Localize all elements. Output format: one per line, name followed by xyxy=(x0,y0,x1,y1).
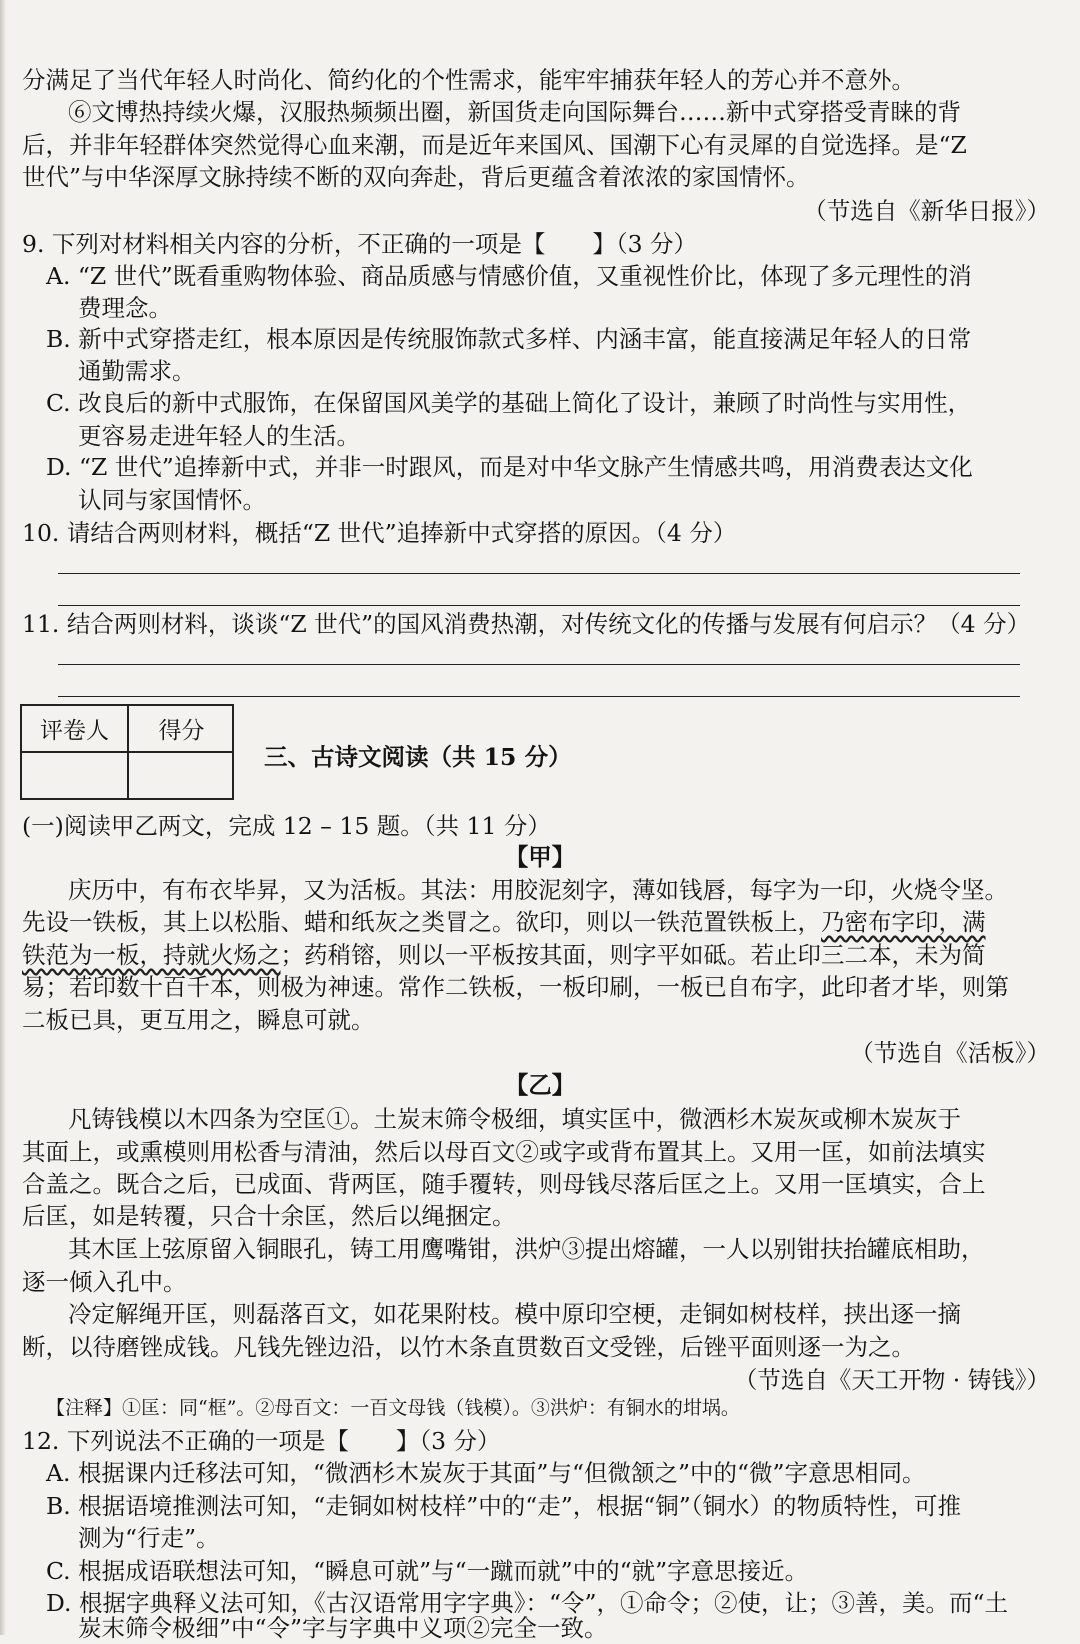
q12-option-b-line1: B. 根据语境推测法可知，“走铜如树枝样”中的“走”，根据“铜”（铜水）的物质特性，可推 xyxy=(46,1492,962,1520)
yi-notes: 【注释】①匡：同“框”。②母百文：一百文母钱（钱模）。③洪炉：有铜水的坩埚。 xyxy=(46,1397,740,1419)
q10-stem: 10. 请结合两则材料，概括“Z 世代”追捧新中式穿搭的原因。（4 分） xyxy=(22,519,737,547)
q12-option-d-line1: D. 根据字典释义法可知，《古汉语常用字字典》：“令”，①命令；②使，让；③善，美。而“土 xyxy=(46,1589,1008,1617)
jia-line-3-wavy: 铁范为一板，持就火炀之 xyxy=(22,941,281,969)
q12-option-c: C. 根据成语联想法可知，“瞬息可就”与“一蹴而就”中的“就”字意思接近。 xyxy=(46,1557,809,1585)
q12-option-a: A. 根据课内迁移法可知，“微洒杉木炭灰于其面”与“但微颔之”中的“微”字意思相同。 xyxy=(46,1459,926,1487)
q12-stem: 12. 下列说法不正确的一项是【 】（3 分） xyxy=(22,1427,501,1455)
yi-line-2: 其面上，或熏模则用松香与清油，然后以母百文②或字或背布置其上。又用一匡，如前法填实 xyxy=(22,1138,986,1166)
q9-option-b-line1: B. 新中式穿搭走红，根本原因是传统服饰款式多样、内涵丰富，能直接满足年轻人的日常 xyxy=(46,325,972,353)
score-table-row-divider xyxy=(22,751,232,753)
q9-option-d-line2: 认同与家国情怀。 xyxy=(78,486,266,514)
material-source: （节选自《新华日报》） xyxy=(803,197,1050,225)
q10-answer-line-2[interactable] xyxy=(58,605,1020,606)
yi-line-5: 其木匡上弦原留入铜眼孔，铸工用鹰嘴钳，洪炉③提出熔罐，一人以别钳扶抬罐底相助， xyxy=(68,1235,985,1263)
section-3-title: 三、古诗文阅读（共 15 分） xyxy=(264,743,572,771)
score-table-grader-label: 评卷人 xyxy=(40,718,109,744)
page-edge-shadow xyxy=(0,0,6,1635)
q9-option-c-line1: C. 改良后的新中式服饰，在保留国风美学的基础上简化了设计，兼顾了时尚性与实用性， xyxy=(46,389,972,417)
jia-line-2 xyxy=(22,906,986,938)
q9-option-a-line2: 费理念。 xyxy=(78,294,172,322)
material-paragraph-6-line2: 后，并非年轻群体突然觉得心血来潮，而是近年来国风、国潮下心有灵犀的自觉选择。是“Z xyxy=(22,131,967,159)
q12-option-d-line2: 炭末筛令极细”中“令”字与字典中义项②完全一致。 xyxy=(78,1614,608,1642)
q9-option-b-line2: 通勤需求。 xyxy=(78,357,196,385)
q9-option-c-line2: 更容易走进年轻人的生活。 xyxy=(78,422,360,450)
q12-option-b-line2: 测为“行走”。 xyxy=(78,1524,220,1552)
jia-line-5: 二板已具，更互用之，瞬息可就。 xyxy=(22,1006,375,1034)
material-paragraph-end: 分满足了当代年轻人时尚化、简约化的个性需求，能牢牢捕获年轻人的芳心并不意外。 xyxy=(22,66,915,94)
jia-line-2-wavy: 乃密布字印，满 xyxy=(821,908,986,936)
yi-line-3: 合盖之。既合之后，已成面、背两匡，随手覆转，则母钱尽落后匡之上。又用一匡填实，合上 xyxy=(22,1170,986,1198)
q11-answer-line-2[interactable] xyxy=(58,696,1020,697)
q11-stem: 11. 结合两则材料，谈谈“Z 世代”的国风消费热潮，对传统文化的传播与发展有何启示？（4 分） xyxy=(22,610,1031,638)
part1-intro: (一)阅读甲乙两文，完成 12 – 15 题。（共 11 分） xyxy=(22,812,551,840)
yi-source: （节选自《天工开物 · 铸钱》） xyxy=(733,1366,1050,1394)
jia-line-3-plain: ；药稍镕，则以一平板按其面，则字平如砥。若止印三二本，未为简 xyxy=(280,941,986,969)
jia-line-2-plain: 先设一铁板，其上以松脂、蜡和纸灰之类冒之。欲印，则以一铁范置铁板上， xyxy=(22,908,821,936)
score-table-score-label: 得分 xyxy=(158,718,205,744)
jia-line-3 xyxy=(22,939,986,971)
q9-option-d-line1: D. “Z 世代”追捧新中式，并非一时跟风，而是对中华文脉产生情感共鸣，用消费表达文化 xyxy=(46,453,973,481)
text-jia-title: 【甲】 xyxy=(504,843,576,871)
score-table xyxy=(20,704,234,800)
jia-line-1: 庆历中，有布衣毕昇，又为活板。其法：用胶泥刻字，薄如钱唇，每字为一印，火烧令坚。 xyxy=(68,876,1008,904)
jia-source: （节选自《活板》） xyxy=(850,1039,1050,1067)
q9-option-a-line1: A. “Z 世代”既看重购物体验、商品质感与情感价值，又重视性价比，体现了多元理性的消 xyxy=(46,262,972,290)
yi-line-8: 断，以待磨锉成钱。凡钱先锉边沿，以竹木条直贯数百文受锉，后锉平面则逐一为之。 xyxy=(22,1333,915,1361)
jia-line-4: 易；若印数十百千本，则极为神速。常作二铁板，一板印刷，一板已自布字，此印者才毕，则第 xyxy=(22,973,1009,1001)
yi-line-1: 凡铸钱模以木四条为空匡①。土炭末筛令极细，填实匡中，微洒杉木炭灰或柳木炭灰于 xyxy=(68,1105,961,1133)
material-paragraph-6-line3: 世代”与中华深厚文脉持续不断的双向奔赴，背后更蕴含着浓浓的家国情怀。 xyxy=(22,163,810,191)
yi-line-7: 冷定解绳开匡，则磊落百文，如花果附枝。模中原印空梗，走铜如树枝样，挟出逐一摘 xyxy=(68,1300,961,1328)
text-yi-title: 【乙】 xyxy=(504,1071,576,1099)
yi-line-4: 后匡，如是转覆，只合十余匡，然后以绳捆定。 xyxy=(22,1202,516,1230)
q10-answer-line-1[interactable] xyxy=(58,573,1020,574)
material-paragraph-6-line1: ⑥文博热持续火爆，汉服热频频出圈，新国货走向国际舞台……新中式穿搭受青睐的背 xyxy=(68,98,961,126)
q9-stem: 9. 下列对材料相关内容的分析，不正确的一项是【 】（3 分） xyxy=(22,230,698,258)
yi-line-6: 逐一倾入孔中。 xyxy=(22,1268,187,1296)
q11-answer-line-1[interactable] xyxy=(58,664,1020,665)
